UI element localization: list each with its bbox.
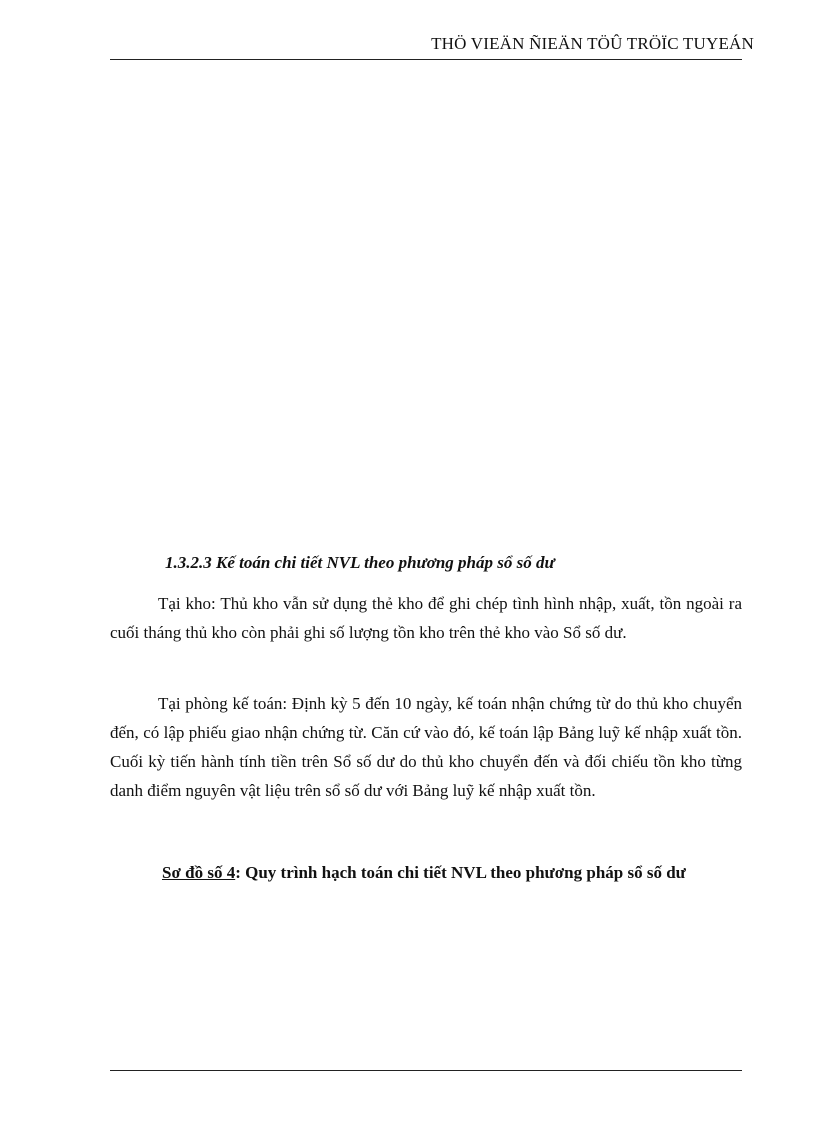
header-divider — [110, 59, 742, 60]
diagram-caption — [162, 863, 686, 883]
diagram-caption-label: Sơ đồ số 4 — [162, 863, 236, 882]
paragraph-accounting-office — [110, 689, 742, 805]
footer-divider — [110, 1070, 742, 1071]
paragraph-text: Tại phòng kế toán: Định kỳ 5 đến 10 ngày, kế toán nhận chứng từ do thủ kho chuyển đến, có lập phiếu giao nhận chứng từ. Căn cứ vào đó, kế toán lập Bảng luỹ kế nhập xuất tồn. Cuối kỳ tiến hành tính tiền trên Sổ số dư do thủ kho chuyển đến và đối chiếu tồn kho từng danh điểm nguyên vật liệu trên sổ số dư với Bảng luỹ kế nhập xuất tồn. — [110, 694, 742, 800]
page-header — [110, 34, 754, 60]
diagram-caption-text: : Quy trình hạch toán chi tiết NVL theo phương pháp sổ số dư — [235, 863, 686, 882]
paragraph-text: Tại kho: Thủ kho vẫn sử dụng thẻ kho để ghi chép tình hình nhập, xuất, tồn ngoài ra cuối tháng thủ kho còn phải ghi số lượng tồn kho trên thẻ kho vào Sổ số dư. — [110, 594, 742, 642]
paragraph-warehouse — [110, 589, 742, 647]
section-heading: 1.3.2.3 Kế toán chi tiết NVL theo phương pháp sổ số dư — [165, 553, 555, 572]
header-title: THÖ VIEÄN ÑIEÄN TÖÛ TRÖÏC TUYEÁN — [431, 34, 754, 53]
